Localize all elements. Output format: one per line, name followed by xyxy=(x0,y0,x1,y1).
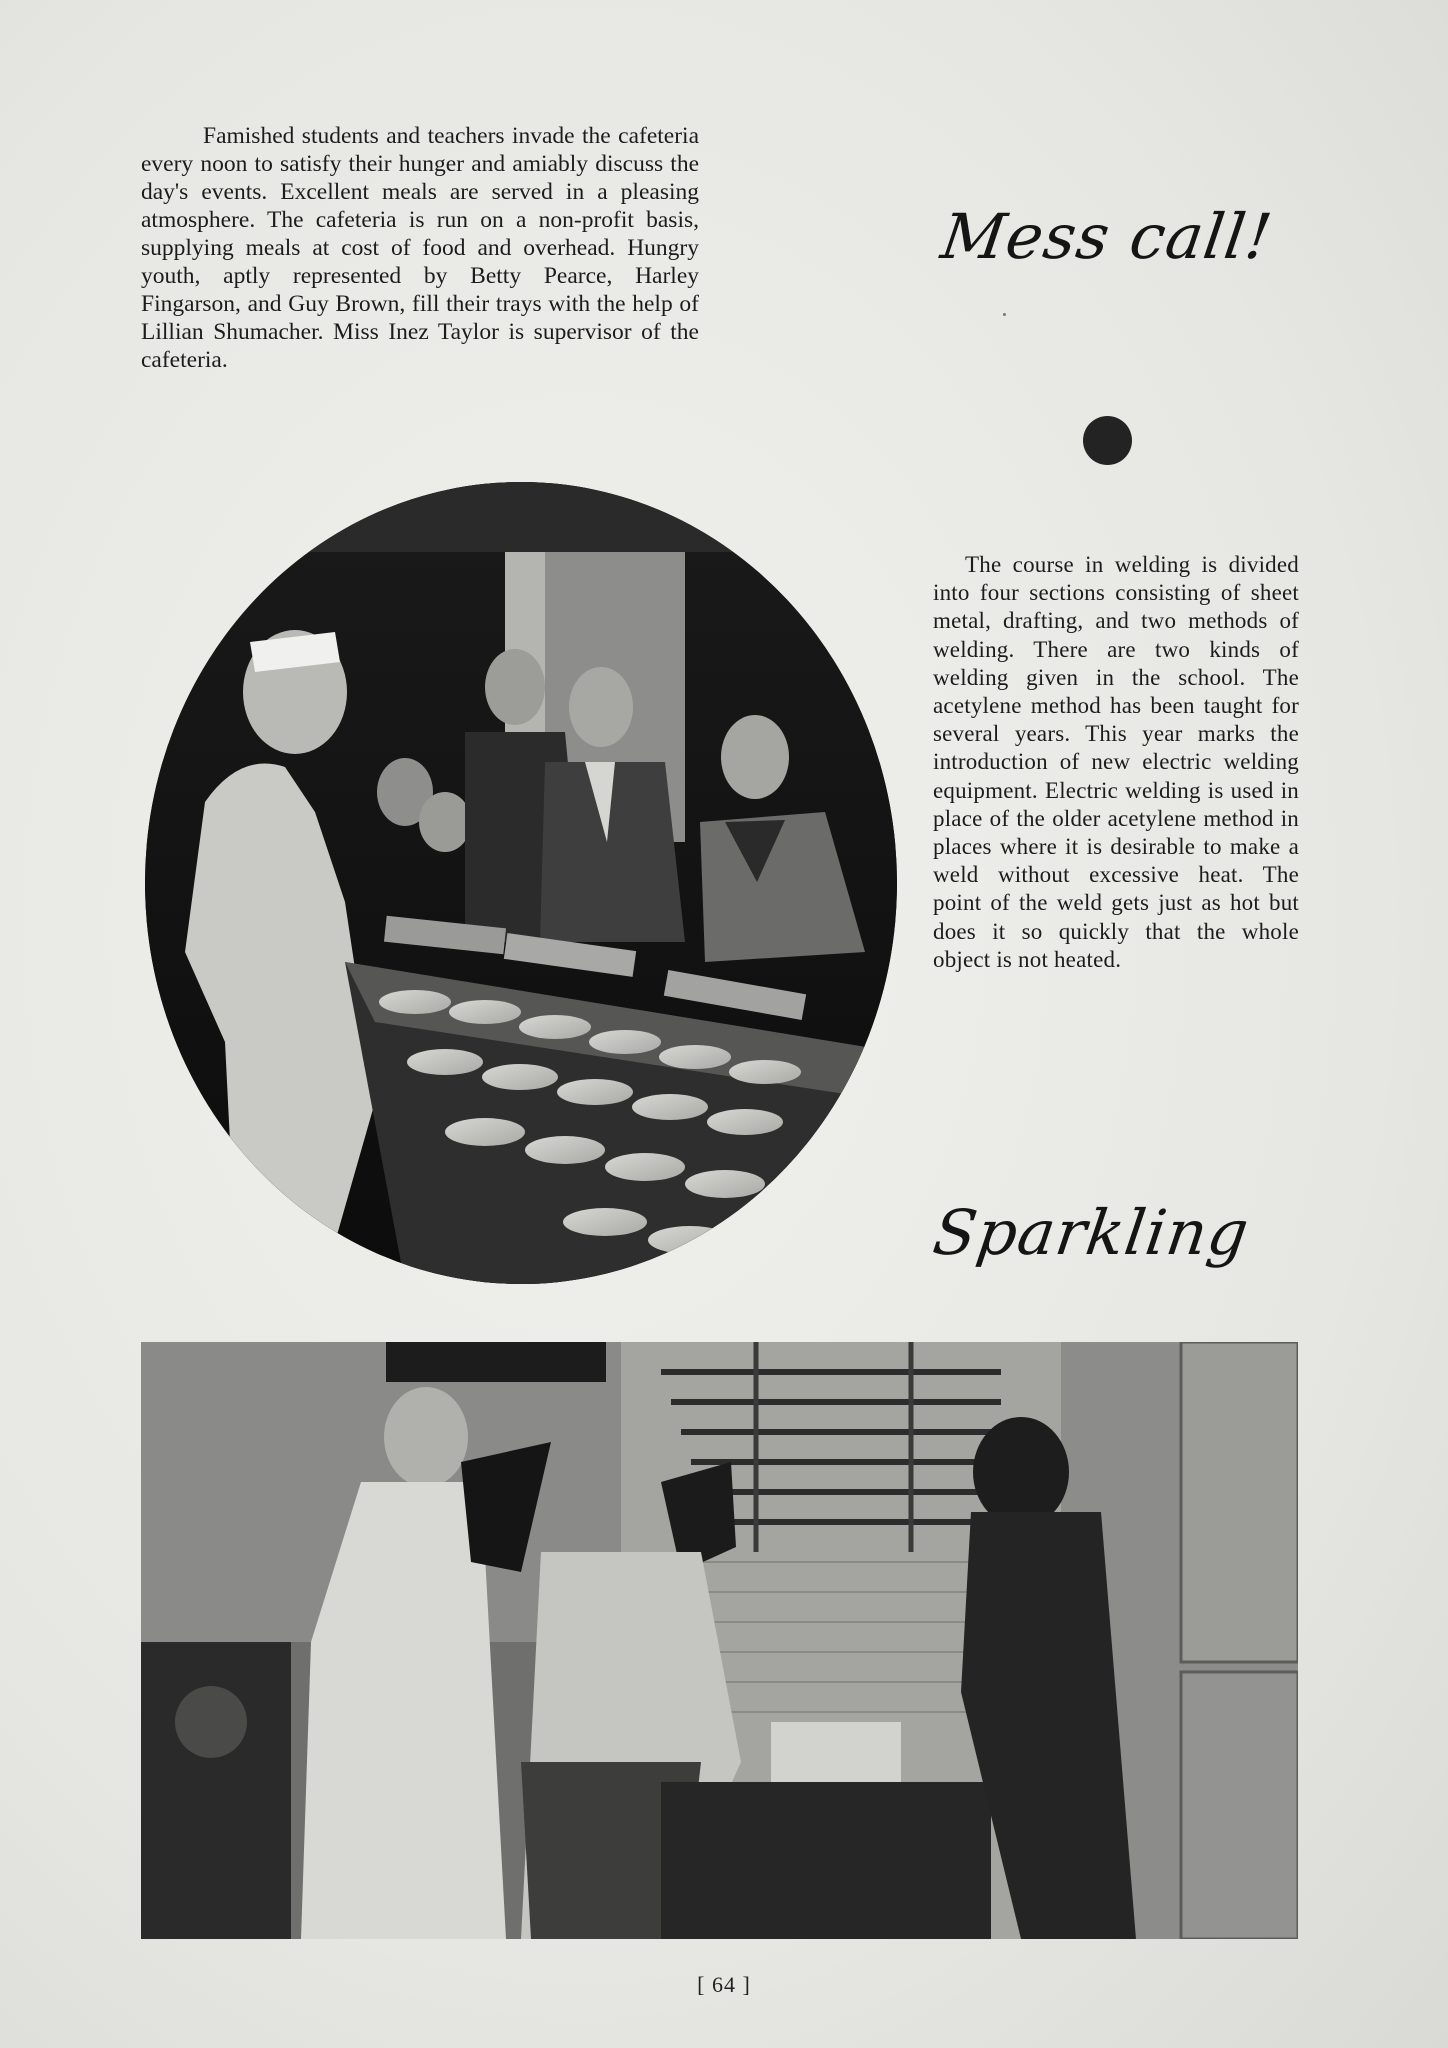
sparkling-heading: Sparkling xyxy=(928,1196,1254,1269)
intro-paragraph: Famished students and teachers invade the cafeteria every noon to satisfy their hunger and amiably discuss the day's events. Excellent meals are served in a pleasing atmosphere. The cafeteria is run on a non-profit basis, supplying meals at cost of food and overhead. Hungry youth, aptly represented by Betty Pearce, Harley Fingarson, and Guy Brown, fill their trays with the help of Lillian Shumacher. Miss Inez Taylor is supervisor of the cafeteria. xyxy=(141,123,699,373)
welding-paragraph: The course in welding is divided into four sections consisting of sheet metal, drafting, and two methods of welding. There are two kinds of welding given in the school. The acetylene method has been taught for several years. This year marks the introduction of new electric welding equipment. Electric welding is used in place of the older acetylene method in places where it is desirable to make a weld without excessive heat. The point of the weld gets just as hot but does it so quickly that the whole object is not heated. xyxy=(933,552,1299,972)
speck-dot xyxy=(1003,313,1006,316)
bullet-dot xyxy=(1083,416,1132,465)
welding-photo xyxy=(141,1342,1298,1939)
mess-call-heading: Mess call! xyxy=(936,200,1277,273)
cafeteria-photo xyxy=(145,482,897,1284)
page-number: [ 64 ] xyxy=(697,1972,751,1997)
